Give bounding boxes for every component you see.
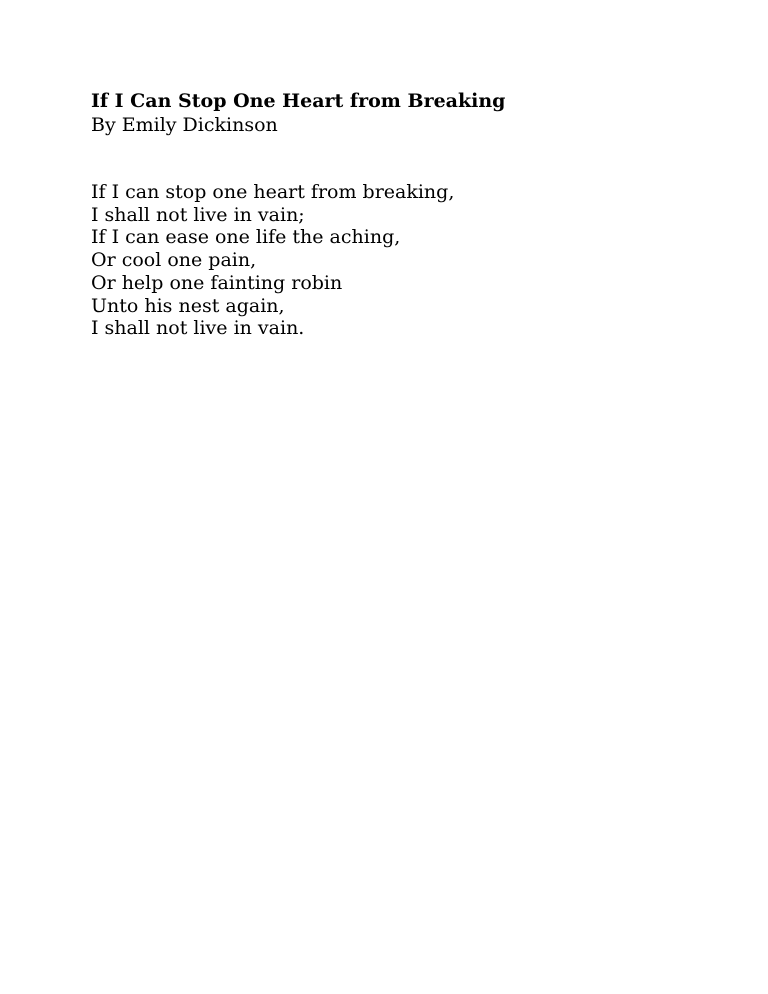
poem-line: I shall not live in vain. xyxy=(91,317,305,340)
poem-line: Or help one fainting robin xyxy=(91,271,343,294)
poem-body xyxy=(91,181,691,340)
poem-title: If I Can Stop One Heart from Breaking xyxy=(91,90,506,112)
poem-line: If I can ease one life the aching, xyxy=(91,226,401,249)
poem-container xyxy=(91,89,691,340)
poem-author: By Emily Dickinson xyxy=(91,114,278,136)
poem-line: I shall not live in vain; xyxy=(91,203,305,226)
poem-line: Unto his nest again, xyxy=(91,294,285,317)
poem-line: If I can stop one heart from breaking, xyxy=(91,181,455,203)
poem-line: Or cool one pain, xyxy=(91,249,257,272)
